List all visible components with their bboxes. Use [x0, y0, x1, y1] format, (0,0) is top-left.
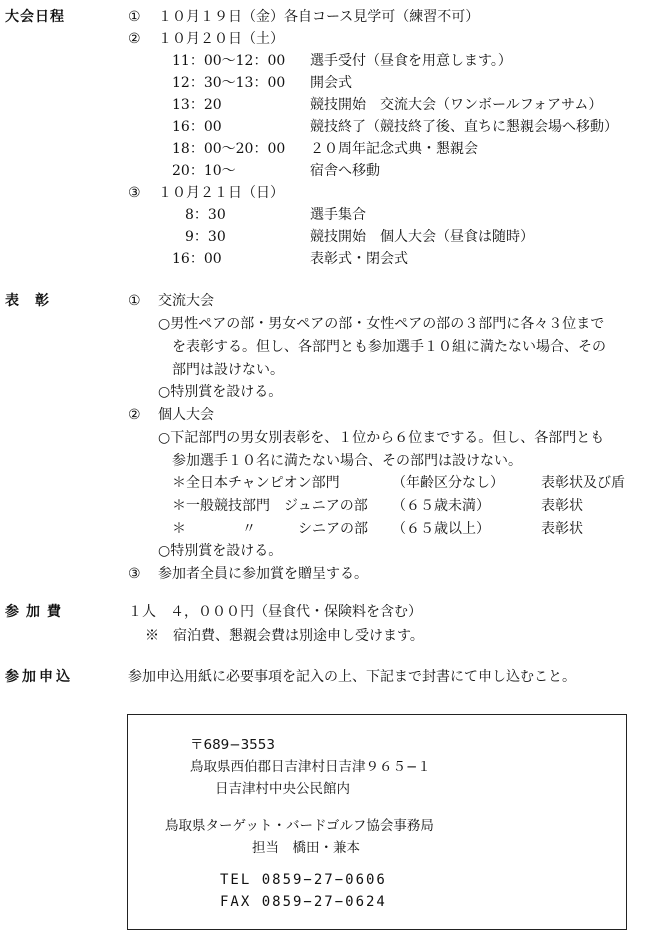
time-cell: 12：30〜13：00: [172, 75, 286, 91]
award-rule-line: 参加選手１０名に満たない場合、その部門は設けない。: [172, 453, 522, 469]
application-text: 参加申込用紙に必要事項を記入の上、下記まで封書にて申し込むこと。: [128, 669, 576, 685]
event-cell: 競技開始 交流大会（ワンボールフォアサム）: [310, 97, 603, 113]
special-award-note: ○特別賞を設ける。: [158, 384, 283, 400]
category-name: ＊一般競技部門 ジュニアの部: [172, 498, 368, 514]
awards-heading: 表 彰: [5, 293, 50, 309]
exchange-title: 交流大会: [158, 293, 214, 309]
event-cell: ２０周年記念式典・懇親会: [310, 141, 478, 157]
postal-code: 〒689−3553: [190, 737, 275, 753]
category-age: （年齢区分なし）: [392, 475, 504, 491]
schedule-heading: 大会日程: [5, 9, 65, 25]
individual-number: ②: [128, 407, 141, 423]
category-prize: 表彰状: [541, 521, 583, 537]
exchange-number: ①: [128, 293, 141, 309]
category-age: （６５歳未満）: [392, 498, 490, 514]
event-cell: 選手集合: [310, 207, 366, 223]
award-rule-line: ○下記部門の男女別表彰を、１位から６位までする。但し、各部門とも: [158, 430, 605, 446]
participation-award: 参加者全員に参加賞を贈呈する。: [158, 566, 368, 582]
organization-name: 鳥取県ターゲット・バードゴルフ協会事務局: [165, 818, 434, 834]
time-cell: 18：00〜20：00: [172, 141, 286, 157]
day1-text: １０月１９日（金）各自コース見学可（練習不可）: [158, 9, 480, 25]
day3-date: １０月２１日（日）: [158, 185, 284, 201]
event-cell: 開会式: [310, 75, 352, 91]
event-cell: 競技終了（競技終了後、直ちに懇親会場へ移動）: [310, 119, 618, 135]
award-rule-line: を表彰する。但し、各部門とも参加選手１０組に満たない場合、その: [172, 339, 606, 355]
time-cell: 11：00〜12：00: [172, 53, 286, 69]
time-cell: 20：10〜: [172, 163, 236, 179]
event-cell: 表彰式・閉会式: [310, 251, 408, 267]
time-cell: 16：00: [172, 251, 222, 267]
participation-number: ③: [128, 566, 141, 582]
time-cell: 13：20: [172, 97, 222, 113]
contact-persons: 担当 橋田・兼本: [252, 840, 360, 856]
address-building: 日吉津村中央公民館内: [215, 781, 350, 797]
event-cell: 競技開始 個人大会（昼食は随時）: [310, 229, 534, 245]
day2-number: ②: [128, 31, 141, 47]
day2-date: １０月２０日（土）: [158, 31, 284, 47]
fee-amount: １人 ４，０００円（昼食代・保険料を含む）: [128, 604, 422, 620]
category-prize: 表彰状及び盾: [541, 475, 625, 491]
category-name: ＊ 〃 シニアの部: [172, 521, 368, 537]
individual-title: 個人大会: [158, 407, 214, 423]
event-cell: 選手受付（昼食を用意します。）: [310, 53, 512, 69]
fee-heading: 参加費: [5, 604, 68, 620]
award-rule-line: 部門は設けない。: [172, 362, 284, 378]
day1-number: ①: [128, 9, 141, 25]
fax-number: FAX 0859−27−0624: [220, 894, 387, 910]
time-cell: 16：00: [172, 119, 222, 135]
category-age: （６５歳以上）: [392, 521, 490, 537]
category-name: ＊全日本チャンピオン部門: [172, 475, 340, 491]
tel-number: TEL 0859−27−0606: [220, 872, 387, 888]
category-prize: 表彰状: [541, 498, 583, 514]
day3-number: ③: [128, 185, 141, 201]
event-cell: 宿舎へ移動: [310, 163, 380, 179]
award-rule-line: ○男性ペアの部・男女ペアの部・女性ペアの部の３部門に各々３位まで: [158, 316, 605, 332]
time-cell: 8：30: [185, 207, 226, 223]
special-award-note: ○特別賞を設ける。: [158, 543, 283, 559]
application-heading: 参加申込: [5, 669, 73, 685]
fee-note: ※ 宿泊費、懇親会費は別途申し受けます。: [145, 628, 424, 644]
time-cell: 9：30: [185, 229, 226, 245]
address-line: 鳥取県西伯郡日吉津村日吉津９６５−１: [190, 759, 431, 775]
